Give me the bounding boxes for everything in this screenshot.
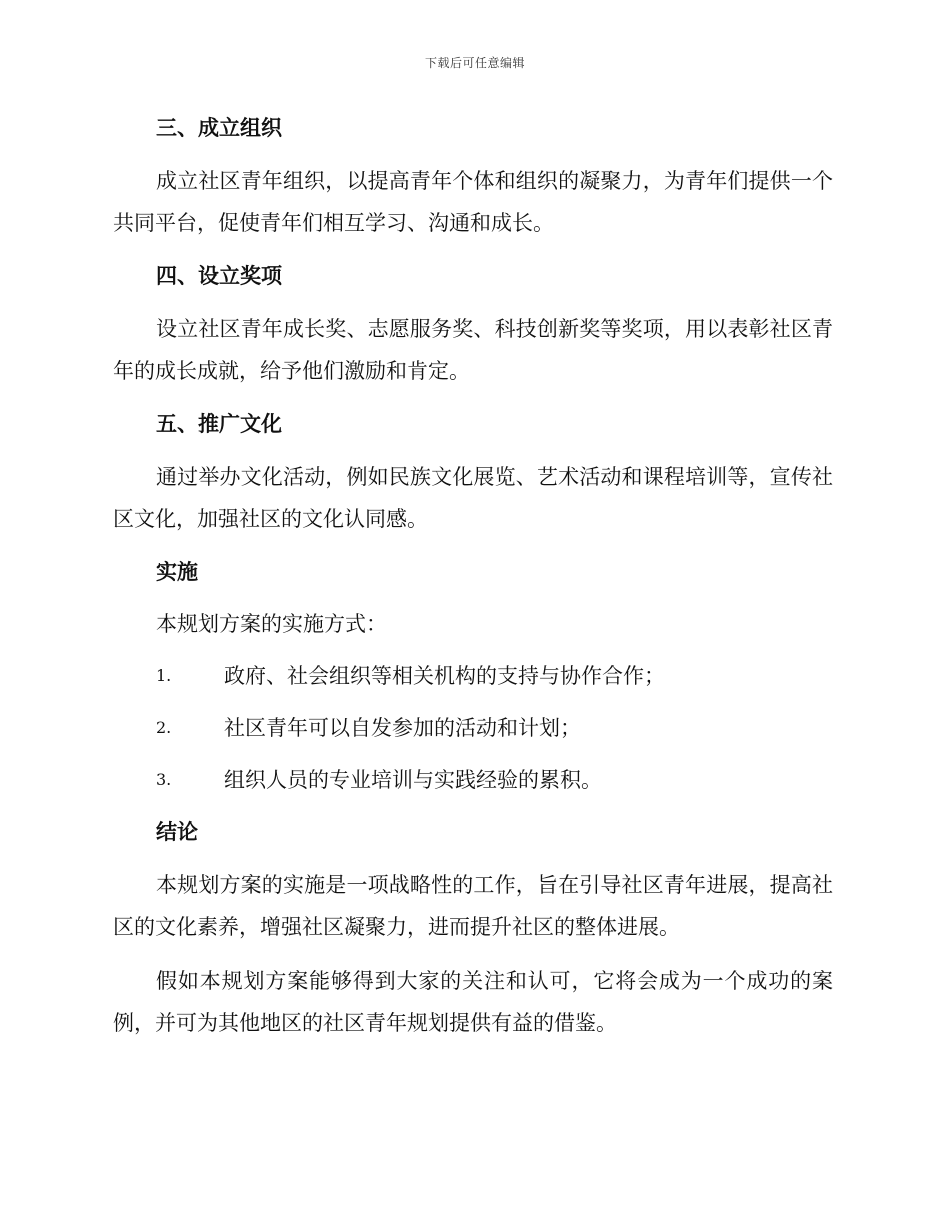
list-item [156, 760, 833, 800]
section-heading-promote-culture: 五、推广文化 [156, 411, 282, 436]
conclusion-paragraph-2: 假如本规划方案能够得到大家的关注和认可，它将会成为一个成功的案例，并可为其他地区的社区青年规划提供有益的借鉴。 [113, 969, 833, 1035]
list-item-number: 2. [156, 718, 172, 737]
section-heading-conclusion: 结论 [156, 819, 198, 844]
conclusion-paragraph-1: 本规划方案的实施是一项战略性的工作，旨在引导社区青年进展，提高社区的文化素养，增强社区凝聚力，进而提升社区的整体进展。 [113, 873, 833, 939]
list-item-text: 政府、社会组织等相关机构的支持与协作合作； [224, 664, 665, 688]
list-item [156, 708, 833, 748]
list-item-text: 组织人员的专业培训与实践经验的累积。 [224, 768, 602, 792]
list-item [156, 656, 833, 696]
implementation-intro: 本规划方案的实施方式： [156, 612, 387, 636]
section-heading-establish-organization: 三、成立组织 [156, 115, 282, 140]
list-item-text: 社区青年可以自发参加的活动和计划； [224, 716, 581, 740]
section-paragraph-set-awards: 设立社区青年成长奖、志愿服务奖、科技创新奖等奖项，用以表彰社区青年的成长成就，给予他们激励和肯定。 [113, 317, 833, 383]
section-heading-set-awards: 四、设立奖项 [156, 263, 282, 288]
list-item-number: 1. [156, 666, 172, 685]
section-heading-implementation: 实施 [156, 559, 198, 584]
page-header: 下载后可任意编辑 [424, 56, 525, 70]
list-item-number: 3. [156, 770, 172, 789]
section-paragraph-promote-culture: 通过举办文化活动，例如民族文化展览、艺术活动和课程培训等，宣传社区文化，加强社区的文化认同感。 [113, 465, 833, 531]
section-paragraph-establish-organization: 成立社区青年组织，以提高青年个体和组织的凝聚力，为青年们提供一个共同平台，促使青年们相互学习、沟通和成长。 [113, 169, 833, 235]
document-body [113, 108, 833, 1044]
